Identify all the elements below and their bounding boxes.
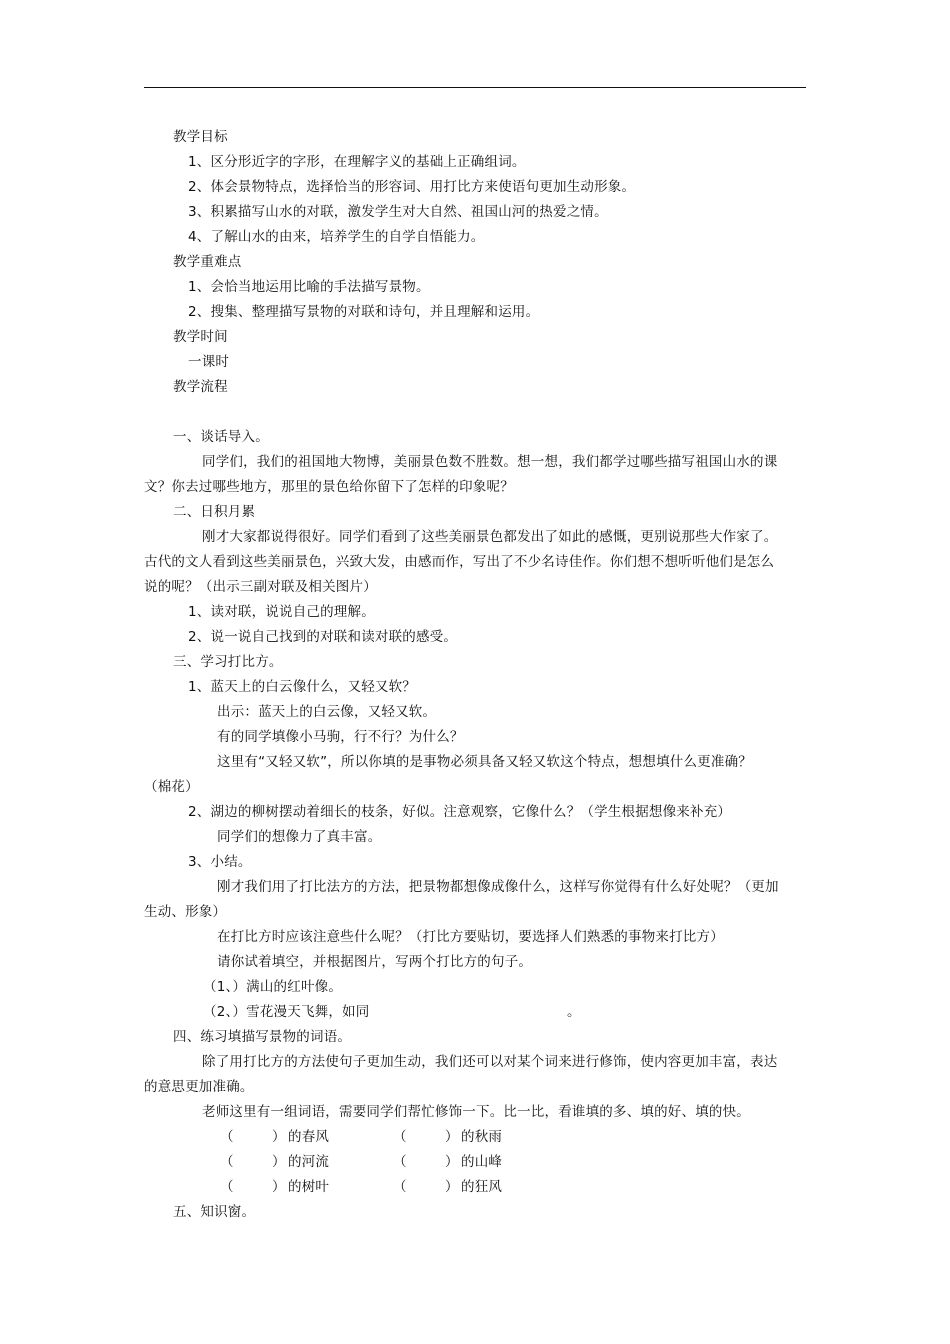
section-3-q1-show: 出示：蓝天上的白云像，又轻又软。: [217, 704, 437, 720]
section-3-summary-line-2: 生动、形象）: [144, 904, 227, 920]
word-cell: 的河流: [288, 1154, 330, 1170]
section-3-exercise-2: （2、）雪花漫天飞舞，如同: [203, 1004, 370, 1020]
goal-item-2: 2、体会景物特点，选择恰当的形容词、用打比方来使语句更加生动形象。: [188, 179, 636, 195]
section-3-summary-line-1: 刚才我们用了打比法方的方法，把景物都想像成像什么，这样写你觉得有什么好处呢？（更加: [217, 879, 779, 895]
section-3-exercise-2-end: 。: [567, 1004, 581, 1020]
blank-close: ）: [445, 1154, 459, 1170]
time-value: 一课时: [188, 354, 230, 370]
section-3-q1-some: 有的同学填像小马驹，行不行？为什么？: [217, 729, 464, 745]
time-heading: 教学时间: [173, 329, 228, 345]
section-3-exercise-1: （1、）满山的红叶像。: [203, 979, 343, 995]
goal-item-4: 4、了解山水的由来，培养学生的自学自悟能力。: [188, 229, 485, 245]
flow-heading: 教学流程: [173, 379, 228, 395]
section-2-para-line-2: 古代的文人看到这些美丽景色，兴致大发，由感而作，写出了不少名诗佳作。你们想不想听听他们是怎么: [144, 554, 775, 570]
word-cell: 的秋雨: [461, 1129, 503, 1145]
blank-open: （: [393, 1154, 407, 1170]
blank-close: ）: [272, 1154, 286, 1170]
section-4-para-line-1: 除了用打比方的方法使句子更加生动，我们还可以对某个词来进行修饰，使内容更加丰富，表达: [202, 1054, 778, 1070]
blank-open: （: [220, 1154, 234, 1170]
goal-item-3: 3、积累描写山水的对联，激发学生对大自然、祖国山河的热爱之情。: [188, 204, 608, 220]
section-3-q2-note: 同学们的想像力了真丰富。: [217, 829, 382, 845]
keypoints-heading: 教学重难点: [173, 254, 242, 270]
blank-open: （: [220, 1129, 234, 1145]
section-2-item-2: 2、说一说自己找到的对联和读对联的感受。: [188, 629, 458, 645]
blank-close: ）: [445, 1179, 459, 1195]
section-3-title: 三、学习打比方。: [173, 654, 283, 670]
section-3-q3: 3、小结。: [188, 854, 252, 870]
section-2-para-line-1: 刚才大家都说得很好。同学们看到了这些美丽景色都发出了如此的感慨，更别说那些大作家了。: [202, 529, 778, 545]
section-1-title: 一、谈话导入。: [173, 429, 269, 445]
section-3-q2: 2、湖边的柳树摆动着细长的枝条，好似。注意观察，它像什么？（学生根据想像来补充）: [188, 804, 732, 820]
keypoint-item-2: 2、搜集、整理描写景物的对联和诗句，并且理解和运用。: [188, 304, 540, 320]
section-3-summary-line-3: 在打比方时应该注意些什么呢？（打比方要贴切，要选择人们熟悉的事物来打比方）: [217, 929, 724, 945]
goals-heading: 教学目标: [173, 129, 228, 145]
section-4-para-line-2: 的意思更加准确。: [144, 1079, 254, 1095]
blank-open: （: [220, 1179, 234, 1195]
section-4-title: 四、练习填描写景物的词语。: [173, 1029, 352, 1045]
word-cell: 的树叶: [288, 1179, 330, 1195]
blank-close: ）: [272, 1179, 286, 1195]
section-3-q1-explain-line-1: 这里有“又轻又软”，所以你填的是事物必须具备又轻又软这个特点，想想填什么更准确？: [217, 754, 752, 770]
section-1-para-line-1: 同学们，我们的祖国地大物博，美丽景色数不胜数。想一想，我们都学过哪些描写祖国山水的课: [202, 454, 778, 470]
section-4-para-2: 老师这里有一组词语，需要同学们帮忙修饰一下。比一比，看谁填的多、填的好、填的快。: [202, 1104, 750, 1120]
section-5-title: 五、知识窗。: [173, 1204, 256, 1220]
word-cell: 的春风: [288, 1129, 330, 1145]
blank-close: ）: [272, 1129, 286, 1145]
word-cell: 的山峰: [461, 1154, 503, 1170]
section-1-para-line-2: 文？你去过哪些地方，那里的景色给你留下了怎样的印象呢？: [144, 479, 514, 495]
blank-close: ）: [445, 1129, 459, 1145]
goal-item-1: 1、区分形近字的字形，在理解字义的基础上正确组词。: [188, 154, 526, 170]
keypoint-item-1: 1、会恰当地运用比喻的手法描写景物。: [188, 279, 430, 295]
header-rule: [144, 87, 806, 88]
section-2-title: 二、日积月累: [173, 504, 256, 520]
section-3-q1-explain-line-2: （棉花）: [144, 779, 199, 795]
section-3-q1: 1、蓝天上的白云像什么，又轻又软？: [188, 679, 416, 695]
section-2-para-line-3: 说的呢？（出示三副对联及相关图片）: [144, 579, 377, 595]
word-cell: 的狂风: [461, 1179, 503, 1195]
blank-open: （: [393, 1129, 407, 1145]
section-3-summary-line-4: 请你试着填空，并根据图片，写两个打比方的句子。: [217, 954, 533, 970]
section-2-item-1: 1、读对联，说说自己的理解。: [188, 604, 375, 620]
blank-open: （: [393, 1179, 407, 1195]
